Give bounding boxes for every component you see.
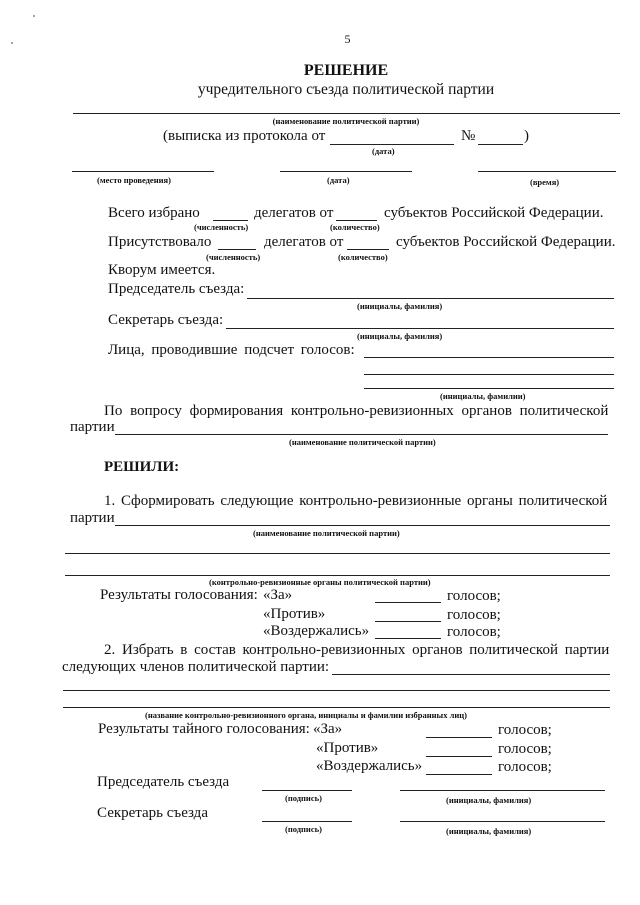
elected-suffix: субъектов Российской Федерации. bbox=[384, 205, 604, 221]
sign-chairman-signature-line bbox=[262, 790, 352, 791]
counters-line-2 bbox=[364, 374, 614, 375]
sign-chairman-signature-caption: (подпись) bbox=[285, 793, 322, 803]
item2-members-line-1 bbox=[332, 674, 610, 675]
excerpt-date-line bbox=[330, 144, 454, 145]
excerpt-suffix: ) bbox=[524, 128, 529, 144]
elected-middle: делегатов от bbox=[254, 205, 334, 221]
item1-line-1: 1. Сформировать следующие контрольно-ревизионные органы политической bbox=[104, 493, 608, 509]
question-party-line bbox=[115, 434, 608, 435]
present-quantity-line bbox=[347, 249, 389, 250]
excerpt-number-sign: № bbox=[461, 128, 476, 144]
elected-count-caption: (численность) bbox=[194, 222, 249, 232]
secret-vote-for-votes: голосов; bbox=[498, 722, 552, 738]
present-quantity-caption: (количество) bbox=[338, 252, 388, 262]
secret-vote-abstained-label: «Воздержались» bbox=[316, 758, 423, 774]
sign-chairman-name-line bbox=[400, 790, 605, 791]
elected-label: Всего избрано bbox=[108, 205, 200, 221]
item2-members-line-2 bbox=[63, 690, 610, 691]
time-line bbox=[478, 171, 616, 172]
item1-line-2-prefix: партии bbox=[70, 510, 115, 526]
place-caption: (место проведения) bbox=[97, 175, 171, 185]
vote-abstained-votes: голосов; bbox=[447, 624, 501, 640]
vote-against-votes: голосов; bbox=[447, 607, 501, 623]
item1-organs-line-2 bbox=[65, 575, 610, 576]
present-middle: делегатов от bbox=[264, 234, 344, 250]
item2-line-2: следующих членов политической партии: bbox=[62, 659, 330, 675]
secretary-label: Секретарь съезда: bbox=[108, 312, 224, 328]
document-subtitle: учредительного съезда политической партии bbox=[197, 81, 495, 98]
excerpt-number-line bbox=[478, 144, 523, 145]
vote-against-line bbox=[375, 621, 441, 622]
secret-vote-against-line bbox=[426, 756, 492, 757]
counters-line-1 bbox=[364, 357, 614, 358]
secret-vote-abstained-line bbox=[426, 774, 492, 775]
time-caption: (время) bbox=[530, 177, 560, 187]
item1-party-caption: (наименование политической партии) bbox=[253, 528, 400, 538]
secret-vote-against-votes: голосов; bbox=[498, 741, 552, 757]
item2-line-1: 2. Избрать в состав контрольно-ревизионных органов политической партии bbox=[104, 642, 610, 658]
present-suffix: субъектов Российской Федерации. bbox=[396, 234, 616, 250]
vote-abstained-label: «Воздержались» bbox=[263, 623, 370, 639]
quorum-text: Кворум имеется. bbox=[108, 262, 216, 278]
vote-for-label: «За» bbox=[263, 587, 293, 603]
counters-caption: (инициалы, фамилии) bbox=[440, 391, 526, 401]
vote-against-label: «Против» bbox=[263, 606, 326, 622]
present-label: Присутствовало bbox=[108, 234, 212, 250]
page-number: 5 bbox=[344, 32, 351, 46]
vote-abstained-line bbox=[375, 638, 441, 639]
item2-caption: (название контрольно-ревизионного органа, инициалы и фамилии избранных лиц) bbox=[145, 710, 467, 720]
place-line bbox=[72, 171, 214, 172]
sign-secretary-name-caption: (инициалы, фамилия) bbox=[446, 826, 532, 836]
chairman-line bbox=[247, 298, 614, 299]
present-count-caption: (численность) bbox=[206, 252, 261, 262]
question-line-1: По вопросу формирования контрольно-ревизионных органов политической bbox=[104, 403, 609, 419]
sign-secretary-label: Секретарь съезда bbox=[97, 805, 208, 821]
question-party-caption: (наименование политической партии) bbox=[289, 437, 436, 447]
question-line-2-prefix: партии bbox=[70, 419, 115, 435]
party-name-line bbox=[73, 113, 620, 114]
elected-quantity-caption: (количество) bbox=[330, 222, 380, 232]
counters-label: Лица, проводившие подсчет голосов: bbox=[108, 342, 355, 358]
vote-for-line bbox=[375, 602, 441, 603]
chairman-caption: (инициалы, фамилия) bbox=[357, 301, 443, 311]
item2-members-line-3 bbox=[63, 707, 610, 708]
secret-vote-for-line bbox=[426, 737, 492, 738]
secret-vote-against-label: «Против» bbox=[316, 740, 379, 756]
vote-results-label: Результаты голосования: bbox=[100, 587, 258, 603]
elected-quantity-line bbox=[336, 220, 377, 221]
counters-line-3 bbox=[364, 388, 614, 389]
item1-party-line bbox=[115, 525, 610, 526]
sign-chairman-name-caption: (инициалы, фамилия) bbox=[446, 795, 532, 805]
item1-organs-caption: (контрольно-ревизионные органы политической партии) bbox=[209, 577, 431, 587]
secret-vote-abstained-votes: голосов; bbox=[498, 759, 552, 775]
document-title: РЕШЕНИЕ bbox=[303, 62, 389, 79]
secretary-caption: (инициалы, фамилия) bbox=[357, 331, 443, 341]
scan-speck bbox=[33, 15, 35, 17]
vote-for-votes: голосов; bbox=[447, 588, 501, 604]
item1-organs-line-1 bbox=[65, 553, 610, 554]
present-count-line bbox=[218, 249, 256, 250]
date-line bbox=[280, 171, 412, 172]
party-name-caption: (наименование политической партии) bbox=[272, 116, 420, 126]
sign-secretary-signature-caption: (подпись) bbox=[285, 824, 322, 834]
chairman-label: Председатель съезда: bbox=[108, 281, 245, 297]
secretary-line bbox=[226, 328, 614, 329]
sign-chairman-label: Председатель съезда bbox=[97, 774, 230, 790]
resolved-heading: РЕШИЛИ: bbox=[104, 459, 180, 475]
elected-count-line bbox=[213, 220, 248, 221]
sign-secretary-signature-line bbox=[262, 821, 352, 822]
date-caption: (дата) bbox=[327, 175, 350, 185]
secret-vote-label: Результаты тайного голосования: bbox=[98, 721, 310, 737]
secret-vote-for-label: «За» bbox=[313, 721, 343, 737]
excerpt-date-caption: (дата) bbox=[372, 146, 395, 156]
sign-secretary-name-line bbox=[400, 821, 605, 822]
excerpt-prefix: (выписка из протокола от bbox=[163, 128, 326, 144]
